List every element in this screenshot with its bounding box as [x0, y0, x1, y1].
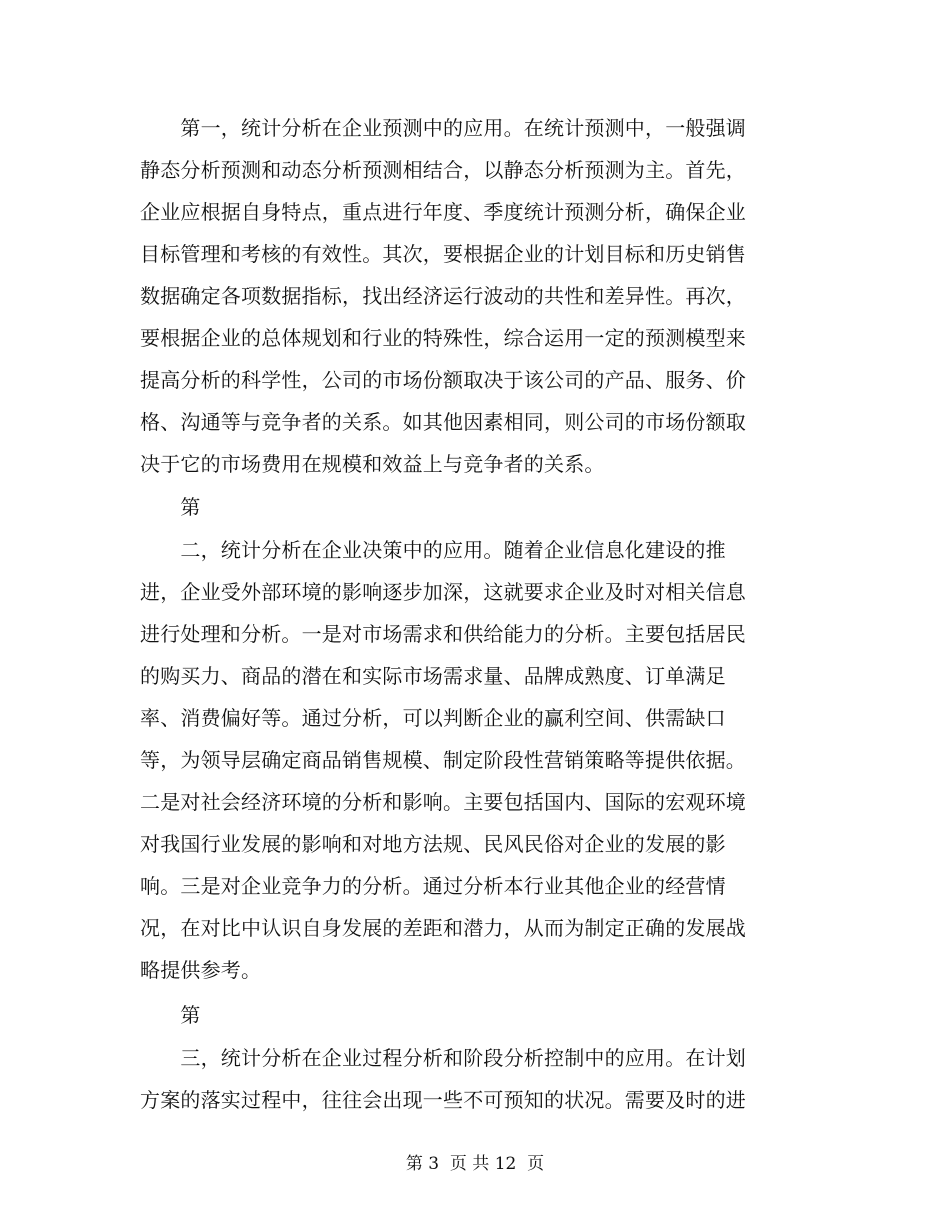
text-line: 目标管理和考核的有效性。其次，要根据企业的计划目标和历史销售 — [140, 242, 746, 266]
text-line: 况，在对比中认识自身发展的差距和潜力，从而为制定正确的发展战 — [140, 916, 746, 940]
page-number-footer: 第 3 页 共 12 页 — [405, 1154, 545, 1174]
text-line: 数据确定各项数据指标，找出经济运行波动的共性和差异性。再次， — [140, 284, 746, 308]
text-line: 进，企业受外部环境的影响逐步加深，这就要求企业及时对相关信息 — [140, 580, 746, 604]
text-line: 第 — [140, 1003, 201, 1027]
text-line: 第 — [140, 495, 201, 519]
text-line: 二是对社会经济环境的分析和影响。主要包括国内、国际的宏观环境 — [140, 790, 746, 814]
text-line: 的购买力、商品的潜在和实际市场需求量、品牌成熟度、订单满足 — [140, 664, 726, 688]
text-line: 第一，统计分析在企业预测中的应用。在统计预测中，一般强调 — [140, 116, 746, 140]
text-line: 要根据企业的总体规划和行业的特殊性，综合运用一定的预测模型来 — [140, 326, 746, 350]
text-line: 等，为领导层确定商品销售规模、制定阶段性营销策略等提供依据。 — [140, 748, 746, 772]
text-line: 响。三是对企业竞争力的分析。通过分析本行业其他企业的经营情 — [140, 874, 726, 898]
text-line: 格、沟通等与竞争者的关系。如其他因素相同，则公司的市场份额取 — [140, 410, 746, 434]
text-line: 二，统计分析在企业决策中的应用。随着企业信息化建设的推 — [140, 538, 726, 562]
text-line: 决于它的市场费用在规模和效益上与竞争者的关系。 — [140, 452, 605, 476]
text-line: 对我国行业发展的影响和对地方法规、民风民俗对企业的发展的影 — [140, 832, 726, 856]
text-line: 静态分析预测和动态分析预测相结合，以静态分析预测为主。首先， — [140, 158, 746, 182]
text-line: 进行处理和分析。一是对市场需求和供给能力的分析。主要包括居民 — [140, 622, 746, 646]
text-line: 企业应根据自身特点，重点进行年度、季度统计预测分析，确保企业 — [140, 200, 746, 224]
text-line: 三，统计分析在企业过程分析和阶段分析控制中的应用。在计划 — [140, 1046, 746, 1070]
text-line: 略提供参考。 — [140, 958, 262, 982]
text-line: 方案的落实过程中，往往会出现一些不可预知的状况。需要及时的进 — [140, 1088, 746, 1112]
text-line: 率、消费偏好等。通过分析，可以判断企业的赢利空间、供需缺口 — [140, 706, 726, 730]
text-line: 提高分析的科学性，公司的市场份额取决于该公司的产品、服务、价 — [140, 368, 746, 392]
